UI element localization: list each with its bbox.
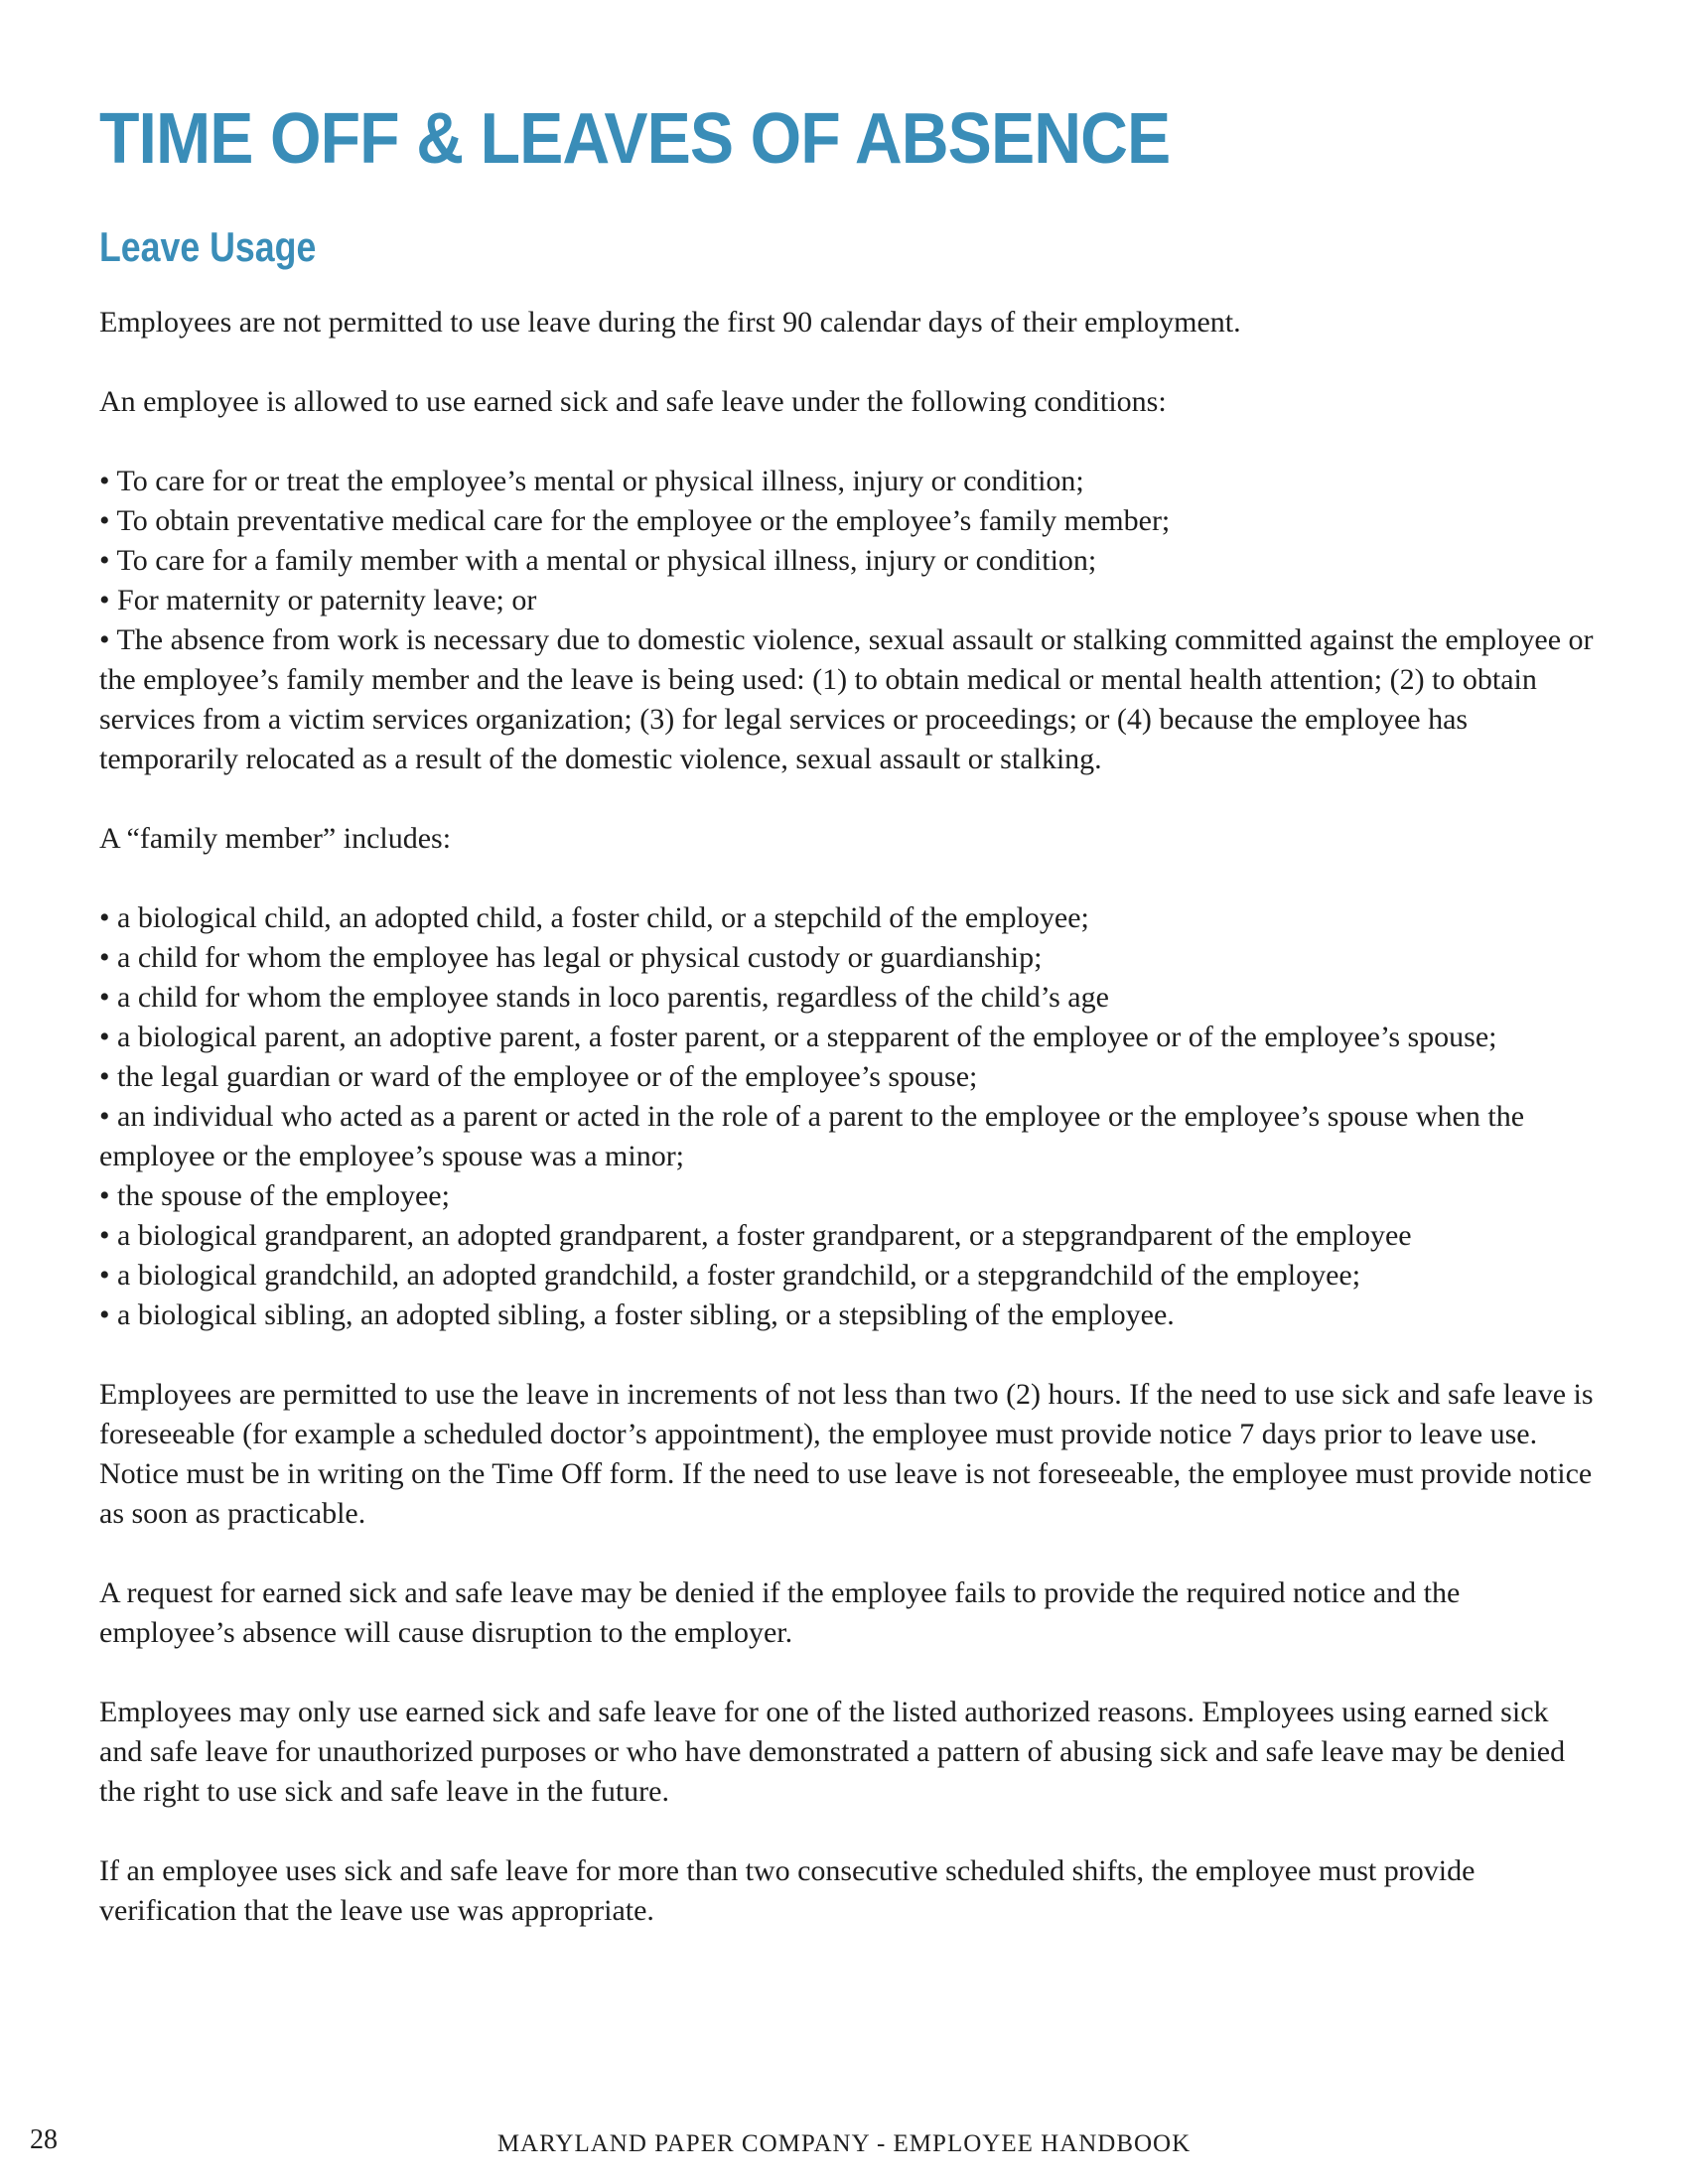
family-members-list	[99, 898, 1599, 1335]
list-item: • a biological parent, an adoptive parent, a foster parent, or a stepparent of the employee or of the employee’s spouse;	[99, 1021, 1497, 1053]
list-item: • the legal guardian or ward of the employee or of the employee’s spouse;	[99, 1060, 978, 1093]
list-item: • To obtain preventative medical care for the employee or the employee’s family member;	[99, 504, 1171, 537]
list-item: • a biological child, an adopted child, a foster child, or a stepchild of the employee;	[99, 901, 1089, 934]
list-item: • a biological sibling, an adopted sibling, a foster sibling, or a stepsibling of the employee.	[99, 1298, 1175, 1331]
list-item: • For maternity or paternity leave; or	[99, 584, 537, 616]
paragraph-denial: A request for earned sick and safe leave may be denied if the employee fails to provide the required notice and the employee’s absence will cause disruption to the employer.	[99, 1576, 1461, 1649]
list-item: • a biological grandparent, an adopted grandparent, a foster grandparent, or a stepgrandparent of the employee	[99, 1219, 1412, 1252]
list-item: • a biological grandchild, an adopted grandchild, a foster grandchild, or a stepgrandchild of the employee;	[99, 1259, 1361, 1292]
list-item: • a child for whom the employee stands in loco parentis, regardless of the child’s age	[99, 981, 1109, 1014]
paragraph-conditions-intro: An employee is allowed to use earned sick and safe leave under the following conditions:	[99, 385, 1167, 418]
document-body	[99, 303, 1599, 1931]
list-item: • an individual who acted as a parent or acted in the role of a parent to the employee or the employee’s spouse when the employee or the employee’s spouse was a minor;	[99, 1100, 1525, 1172]
list-item: • To care for or treat the employee’s mental or physical illness, injury or condition;	[99, 465, 1084, 497]
paragraph-probation: Employees are not permitted to use leave during the first 90 calendar days of their employment.	[99, 306, 1241, 339]
page-title: TIME OFF & LEAVES OF ABSENCE	[99, 99, 1171, 179]
conditions-list	[99, 462, 1599, 779]
section-heading: Leave Usage	[99, 223, 317, 270]
footer-document-title: MARYLAND PAPER COMPANY - EMPLOYEE HANDBOOK	[496, 2130, 1192, 2157]
paragraph-family-intro: A “family member” includes:	[99, 822, 452, 855]
list-item: • the spouse of the employee;	[99, 1179, 450, 1212]
paragraph-verification: If an employee uses sick and safe leave for more than two consecutive scheduled shifts, the employee must provide verification that the leave use was appropriate.	[99, 1854, 1476, 1927]
paragraph-increments: Employees are permitted to use the leave in increments of not less than two (2) hours. If the need to use sick and safe leave is foreseeable (for example a scheduled doctor’s appointment), the employee must provide notice 7 days prior to leave use. Notice must be in writing on the Time Off form. If the need to use leave is not foreseeable, the employee must provide notice as soon as practicable.	[99, 1378, 1594, 1530]
page-content	[99, 94, 1599, 1971]
list-item: • a child for whom the employee has legal or physical custody or guardianship;	[99, 941, 1043, 974]
paragraph-authorized-reasons: Employees may only use earned sick and safe leave for one of the listed authorized reasons. Employees using earned sick and safe leave for unauthorized purposes or who have demonstrated a pattern of abusing sick and safe leave may be denied the right to use sick and safe leave in the future.	[99, 1696, 1566, 1808]
list-item: • To care for a family member with a mental or physical illness, injury or condition;	[99, 544, 1097, 577]
list-item: • The absence from work is necessary due to domestic violence, sexual assault or stalking committed against the employee or the employee’s family member and the leave is being used: (1) to obtain medical or mental health attention; (2) to obtain services from a victim services organization; (3) for legal services or proceedings; or (4) because the employee has temporarily relocated as a result of the domestic violence, sexual assault or stalking.	[99, 623, 1594, 775]
page-number: 28	[30, 2124, 58, 2155]
